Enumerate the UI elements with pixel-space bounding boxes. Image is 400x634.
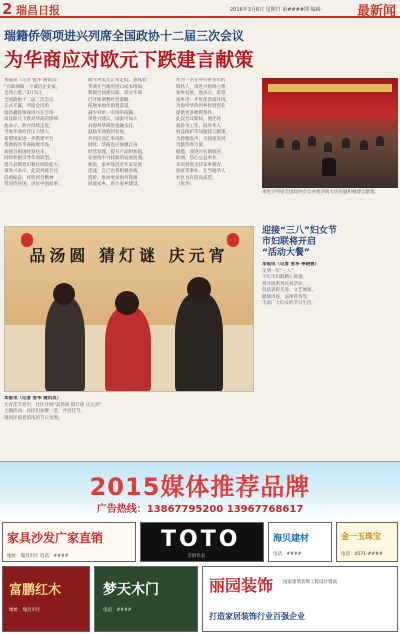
side-headline-line: “活动大餐”: [262, 248, 310, 258]
body-line: 正式开幕，列席会议的: [4, 104, 49, 109]
body-line: 帮助海外华商拓展市场，: [4, 143, 54, 148]
ad-detail: 电话：0571-####: [341, 552, 383, 557]
ad-block: [2, 522, 136, 562]
ad-brand: 金一玉珠宝: [341, 532, 381, 541]
ad-detail: 电话：####: [103, 608, 132, 613]
lantern-icon: [21, 233, 33, 247]
ad-brand: 家具沙发广家直销: [7, 531, 104, 545]
body-line: 回流家乡，助力家乡建设。: [88, 182, 142, 187]
attendee: [276, 138, 284, 148]
ad-slogan: 打造家居装饰行业百强企业: [209, 612, 305, 621]
body-line: 华商在当地的进口成本增加，: [88, 84, 147, 90]
ad-block: [202, 566, 398, 632]
body-line: 当地华商经营压力增大，: [4, 130, 54, 135]
feature-caption-byline: 本报讯（记者 张华 通讯员）: [4, 396, 62, 401]
attendee: [324, 142, 332, 152]
body-line: 瑞昌人，项进兴始终心系: [176, 84, 226, 90]
section-title: 最新闻: [356, 4, 396, 19]
side-story-line: 将开展系列庆祝活动，: [262, 281, 307, 287]
body-line: 据悉，项进兴长期旅居: [176, 149, 221, 155]
person-head: [53, 283, 75, 305]
body-line: 本报讯（记者 张华 通讯员）: [4, 78, 61, 83]
body-line: 扶贫等事业，在当地华人: [176, 169, 226, 174]
body-line: 瑞昌籍侨领项进兴在会场: [4, 110, 54, 116]
side-story-line: 又到一年“三八”，: [262, 268, 299, 274]
body-line: 家乡发展。他表示，希望: [176, 91, 226, 96]
side-story-line: 今年市妇联精心筹备，: [262, 275, 307, 280]
side-story-line: 健康讲座、法律咨询等，: [262, 294, 312, 300]
body-line: 项进兴表示，此次列席会议: [4, 169, 58, 174]
body-line: 贡献侨界力量。: [176, 143, 208, 148]
attendee: [342, 138, 350, 148]
body-line: 提供更多便利条件。: [176, 110, 217, 116]
ad-header: [0, 462, 400, 518]
body-line: 家乡进一步优化营商环境，: [176, 97, 230, 103]
body-line: 已开始调整经营策略，: [88, 97, 133, 103]
ad-block: [2, 566, 90, 632]
body-line: 减少对单一市场的依赖。: [88, 110, 138, 116]
attendee: [360, 140, 368, 150]
lead-headline: 为华商应对欧元下跌建言献策: [4, 49, 254, 71]
body-line: 就侨务工作、海外华人: [176, 123, 221, 129]
ad-block: [94, 566, 198, 632]
side-story-line: 包括表彰先进、文艺展演、: [262, 288, 316, 293]
ad-brand: 富鹏红木: [9, 583, 62, 598]
feature-caption-line: 主题活动，居民们欢聚一堂，共度佳节，: [4, 409, 85, 414]
body-line: 在逆境中寻找新的发展机遇。: [88, 156, 147, 161]
body-line: 提升品牌意识和抗风险能力。: [4, 162, 63, 168]
side-story-headline: [262, 226, 337, 259]
side-headline-line: 迎接“三八”妇女节: [262, 226, 337, 236]
masthead: [0, 0, 400, 18]
lead-body-col3: [176, 78, 258, 218]
newspaper-name: 瑞昌日报: [16, 4, 60, 17]
body-line: 多次捐资支持家乡教育、: [176, 162, 226, 168]
dateline: 2016年3月6日 星期日 第####期 编辑：: [230, 7, 326, 13]
feature-caption-line: 元宵佳节将至，社区开展“品汤圆 猜灯谜 庆元宵”: [4, 402, 102, 408]
attendee: [308, 136, 316, 146]
side-story-byline: 本报讯（记者 张华 李晓蓉）: [262, 262, 320, 267]
feature-photo: [4, 226, 254, 392]
attendee: [376, 136, 384, 146]
body-line: 拓展本地化销售渠道，: [88, 104, 133, 109]
ad-detail: 卫浴专卖: [187, 554, 205, 559]
body-line: 加强与祖国经贸往来，: [4, 149, 49, 155]
ad-block: [268, 522, 332, 562]
ad-block: [336, 522, 398, 562]
lead-kicker: 瑞籍侨领项进兴列席全国政协十二届三次会议: [4, 29, 245, 43]
body-line: 他表示，欧元持续走低，: [4, 123, 54, 129]
feature-caption-line: 现场洋溢着浓浓的节日氛围。: [4, 415, 63, 421]
body-line: 共同应对汇率风险。: [88, 136, 129, 142]
body-line: 此次会议期间，他还将: [176, 117, 221, 122]
featured-person: [322, 158, 336, 176]
body-line: 对海外华商的金融支持，: [88, 123, 138, 129]
body-line: 鼓励华商抱团发展，: [88, 130, 129, 135]
side-story-body: [262, 262, 398, 452]
body-line: 欧元对美元汇率走低，意味着: [88, 78, 147, 83]
body-line: 迅速，自己也将积极牵线: [88, 169, 138, 174]
body-line: 利润空间被压缩。部分华商: [88, 91, 142, 96]
person: [105, 307, 151, 392]
body-line: （张华）: [176, 182, 194, 187]
body-line: 带回侨居国，讲好中国故事。: [4, 182, 63, 187]
lead-body-col1: [4, 78, 84, 218]
body-line: 同时，华商也应加强自身: [88, 143, 138, 148]
body-line: 为海外华侨回乡投资创业: [176, 104, 226, 109]
body-line: 他说，家乡瑞昌近年来发展: [88, 162, 142, 168]
body-line: 希望国家进一步搭建平台: [4, 136, 54, 142]
ad-detail: 地址：瑞昌市区: [9, 608, 41, 613]
side-headline-line: 市妇联将开启: [262, 237, 317, 247]
ad-brand: 丽园装饰: [209, 576, 274, 595]
ad-brand: TOTO: [161, 527, 241, 552]
body-line: 搭桥，推动更多海外资源: [88, 175, 138, 181]
ad-brand: 海贝建材: [273, 534, 310, 544]
body-line: 全国政协十二届三次会议: [4, 97, 54, 103]
lantern-icon: [227, 233, 239, 247]
advertisement-section: [0, 461, 400, 634]
body-line: 欧洲，热心公益事业，: [176, 156, 221, 161]
page-number: 2: [2, 0, 13, 18]
body-line: 经营管理，提升产品附加值，: [88, 149, 147, 155]
person-head: [187, 277, 211, 301]
ad-brand: 梦天木门: [103, 582, 159, 598]
body-line: 同时积极引导华商转型，: [4, 156, 54, 161]
conference-photo-caption: 项进兴列席全国政协会议并就华商关切问题积极建言献策。: [262, 190, 379, 195]
ad-block: [140, 522, 264, 562]
body-line: 是我心愿。”3月5日，: [4, 91, 46, 96]
lead-body-col2: [88, 78, 172, 218]
side-story-line: 丰富广大妇女的节日生活。: [262, 301, 316, 306]
body-line: 为侨胞发声，为国家发展: [176, 136, 226, 142]
body-line: 作为一名在外打拼多年的: [176, 78, 226, 83]
body-line: “在欧洲做一个诚信企业家，: [4, 84, 61, 90]
conference-banner: [268, 84, 392, 92]
person-head: [115, 291, 139, 315]
body-line: 项进兴建议，国家可加大: [88, 117, 138, 122]
body-line: 社区具有较高威望。: [176, 175, 217, 181]
body-line: 权益保护等问题建言献策，: [176, 130, 230, 135]
ad-phone: 广告热线：13867795200 13967768617: [96, 504, 304, 515]
ad-detail: 国家建筑装饰工程设计资质: [283, 580, 337, 585]
attendee: [292, 140, 300, 150]
person: [45, 297, 85, 392]
feature-caption: [4, 396, 254, 456]
ad-detail: 地址：瑞昌市区 电话：####: [7, 554, 69, 559]
ad-detail: 电话：####: [273, 552, 302, 557]
body-line: 倍感振奋，将把两会精神: [4, 175, 54, 181]
photo-scene-text: 品汤圆 猜灯谜 庆元宵: [29, 246, 229, 265]
body-line: 谈及欧元下跌对华商的影响: [4, 117, 58, 122]
person: [175, 293, 223, 392]
ad-title: 2015媒体推荐品牌: [89, 473, 311, 501]
conference-photo: [262, 78, 398, 188]
